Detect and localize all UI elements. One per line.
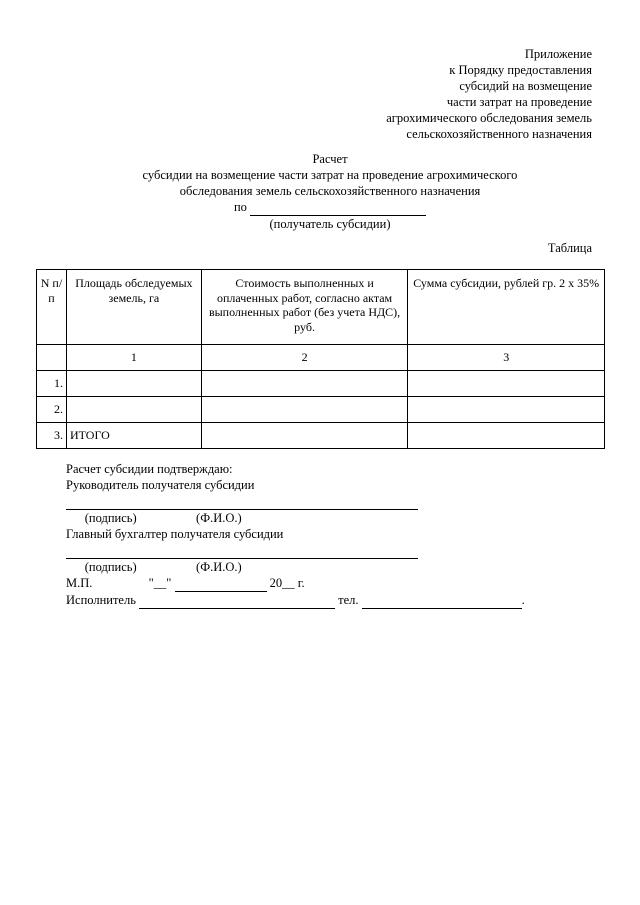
title-line-1: субсидии на возмещение части затрат на проведение агрохимического: [142, 168, 518, 182]
signature-caption: (подпись): [84, 560, 137, 574]
table-header-row: [37, 270, 605, 345]
appendix-line: субсидий на возмещение: [459, 79, 592, 93]
row-number: 3.: [37, 423, 67, 449]
signature-block: [66, 461, 525, 609]
executor-line: Исполнитель тел. .: [66, 593, 525, 607]
cost-cell[interactable]: [201, 397, 408, 423]
appendix-line: Приложение: [524, 47, 592, 61]
confirm-text: Расчет субсидии подтверждаю:: [66, 462, 233, 476]
accountant-signature-line: [66, 542, 525, 559]
row-number: 2.: [37, 397, 67, 423]
tel-label: тел.: [338, 593, 359, 607]
header-cell: Сумма субсидии, рублей гр. 2 х 35%: [408, 270, 605, 345]
subsidy-cell[interactable]: [408, 423, 605, 449]
header-cell: N п/п: [37, 270, 67, 345]
header-cell: Площадь обследуемых земель, га: [66, 270, 201, 345]
date-month-blank[interactable]: [175, 575, 267, 592]
fio-caption: (Ф.И.О.): [196, 511, 242, 525]
cost-cell[interactable]: [201, 423, 408, 449]
table-row-total: [37, 423, 605, 449]
executor-label: Исполнитель: [66, 593, 136, 607]
date-day[interactable]: "__": [148, 576, 172, 590]
accountant-label: Главный бухгалтер получателя субсидии: [66, 527, 284, 541]
recipient-prefix: по: [233, 200, 247, 214]
empty-cell: [37, 345, 67, 371]
date-year[interactable]: 20__ г.: [269, 576, 305, 590]
mp-label: М.П.: [66, 576, 93, 590]
subsidy-cell[interactable]: [408, 397, 605, 423]
appendix-line: к Порядку предоставления: [449, 63, 592, 77]
subsidy-table: [36, 269, 605, 449]
head-signature-captions: [66, 510, 525, 526]
recipient-line: [0, 199, 640, 216]
row-number: 1.: [37, 371, 67, 397]
fio-caption: (Ф.И.О.): [196, 560, 242, 574]
area-cell[interactable]: [66, 397, 201, 423]
stamp-date-line: [66, 575, 525, 592]
recipient-blank[interactable]: [250, 199, 426, 216]
accountant-signature-blank[interactable]: [66, 542, 418, 559]
appendix-block: [386, 46, 592, 142]
accountant-signature-captions: [66, 559, 525, 575]
title-heading: Расчет: [312, 152, 348, 166]
area-cell[interactable]: [66, 371, 201, 397]
head-signature-line: [66, 493, 525, 510]
document-title: [0, 151, 640, 232]
appendix-line: агрохимического обследования земель: [386, 111, 592, 125]
column-number: 3: [408, 345, 605, 371]
head-signature-blank[interactable]: [66, 493, 418, 510]
column-number-row: [37, 345, 605, 371]
tel-blank[interactable]: [362, 592, 522, 609]
signature-caption: (подпись): [84, 511, 137, 525]
table-row: [37, 371, 605, 397]
executor-blank[interactable]: [139, 592, 335, 609]
table-row: [37, 397, 605, 423]
appendix-line: сельскохозяйственного назначения: [406, 127, 592, 141]
recipient-caption: (получатель субсидии): [269, 217, 391, 231]
header-cell: Стоимость выполненных и оплаченных работ, согласно актам выполненных работ (без учета НДС), руб.: [201, 270, 408, 345]
subsidy-cell[interactable]: [408, 371, 605, 397]
total-label: ИТОГО: [66, 423, 201, 449]
head-label: Руководитель получателя субсидии: [66, 478, 255, 492]
cost-cell[interactable]: [201, 371, 408, 397]
appendix-line: части затрат на проведение: [446, 95, 592, 109]
column-number: 1: [66, 345, 201, 371]
column-number: 2: [201, 345, 408, 371]
table-caption: Таблица: [547, 241, 592, 255]
title-line-2: обследования земель сельскохозяйственного назначения: [179, 184, 481, 198]
